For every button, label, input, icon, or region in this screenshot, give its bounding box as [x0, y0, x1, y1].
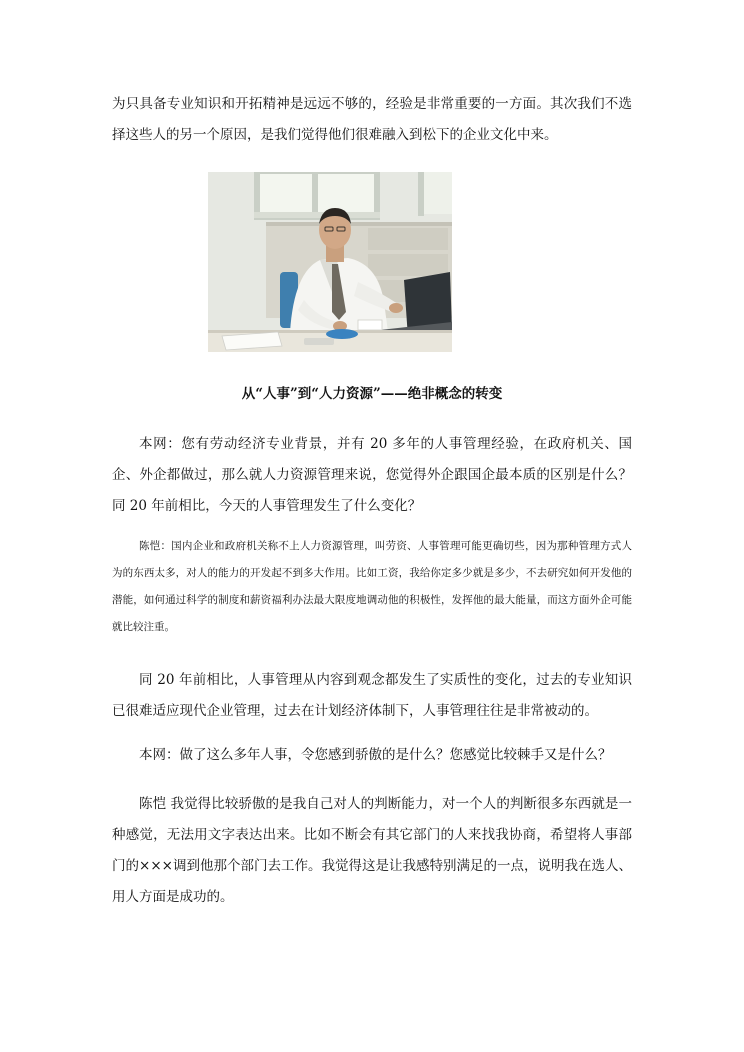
section-heading: 从“人事”到“人力资源”——绝非概念的转变 [241, 386, 503, 402]
answer-paragraph-1: 陈恺：国内企业和政府机关称不上人力资源管理，叫劳资、人事管理可能更确切些，因为那种管理方式人为的东西太多，对人的能力的开发起不到多大作用。比如工资，我给你定多少就是多少，不去研究如何开发他的潜能，如何通过科学的制度和薪资福利办法最大限度地调动他的积极性，发挥他的最大能量，而这方面外企可能就比较注重。 [112, 540, 632, 633]
answer-paragraph-3: 陈恺 我觉得比较骄傲的是我自己对人的判断能力，对一个人的判断很多东西就是一种感觉，无法用文字表达出来。比如不断会有其它部门的人来找我协商，希望将人事部门的×××调到他那个部门去工作。我觉得这是让我感特别满足的一点，说明我在选人、用人方面是成功的。 [112, 796, 632, 905]
intro-paragraph: 为只具备专业知识和开拓精神是远远不够的，经验是非常重要的一方面。其次我们不选择这些人的另一个原因，是我们觉得他们很难融入到松下的企业文化中来。 [112, 96, 632, 143]
question-paragraph-2: 本网：做了这么多年人事，令您感到骄傲的是什么？您感觉比较棘手又是什么？ [139, 747, 612, 763]
question-paragraph-1: 本网：您有劳动经济专业背景，并有 20 多年的人事管理经验，在政府机关、国企、外企都做过，那么就人力资源管理来说，您觉得外企跟国企最本质的区别是什么？同 20 年前相比，今天的人事管理发生了什么变化？ [112, 436, 632, 514]
answer-paragraph-2: 同 20 年前相比，人事管理从内容到观念都发生了实质性的变化，过去的专业知识已很难适应现代企业管理，过去在计划经济体制下，人事管理往往是非常被动的。 [112, 672, 632, 719]
portrait-photo [208, 172, 452, 352]
